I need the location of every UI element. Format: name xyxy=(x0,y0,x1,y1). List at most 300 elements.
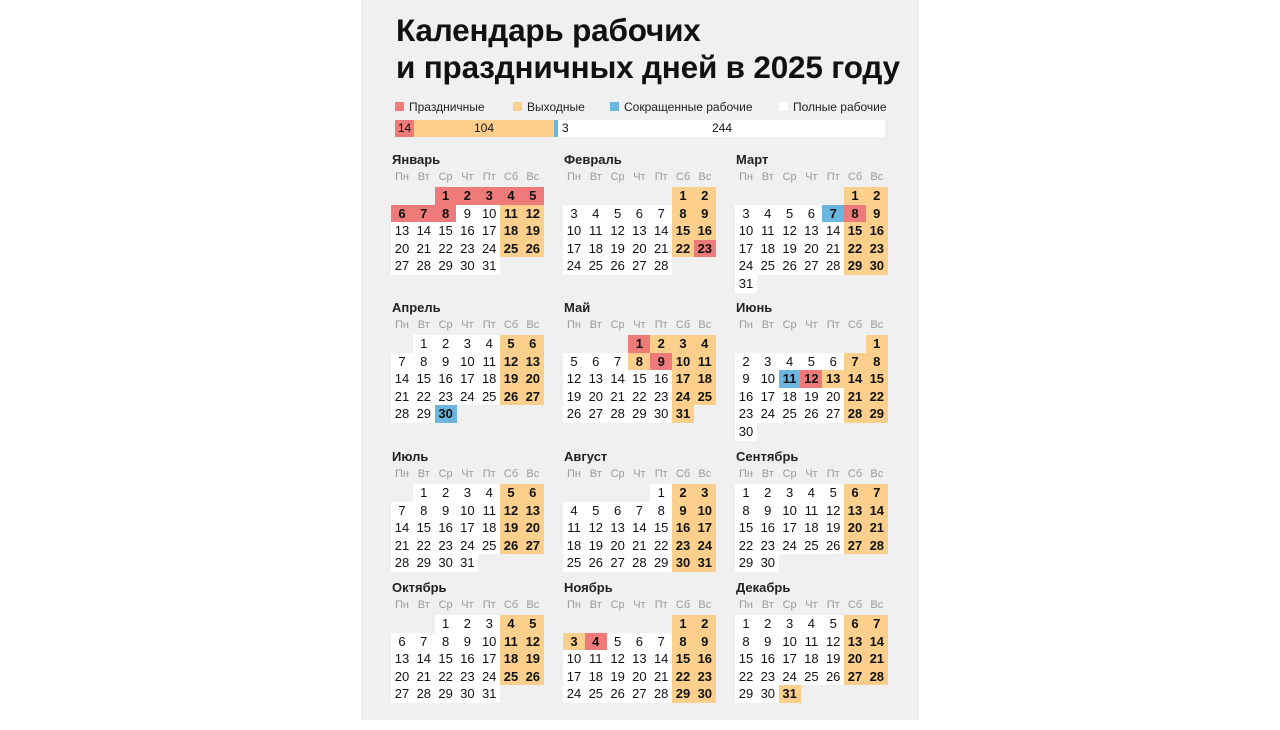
day-cell: 13 xyxy=(607,519,629,537)
day-cell: 4 xyxy=(585,633,607,651)
weekday-label: Сб xyxy=(847,319,863,331)
day-cell: 15 xyxy=(650,519,672,537)
day-cell: 31 xyxy=(478,685,500,703)
day-cell: 25 xyxy=(694,388,716,406)
month-name: Май xyxy=(564,300,591,315)
day-cell: 2 xyxy=(866,187,888,205)
day-cell: 10 xyxy=(779,633,801,651)
day-cell: 10 xyxy=(456,502,478,520)
day-cell: 23 xyxy=(866,240,888,258)
day-cell: 18 xyxy=(563,537,585,555)
weekday-label: Ср xyxy=(438,319,453,331)
day-cell: 4 xyxy=(563,502,585,520)
day-cell: 26 xyxy=(822,537,844,555)
weekday-label: Чт xyxy=(461,468,474,480)
day-cell: 6 xyxy=(585,353,607,371)
month-block xyxy=(391,449,545,599)
day-cell: 6 xyxy=(822,353,844,371)
day-cell: 17 xyxy=(694,519,716,537)
day-cell: 17 xyxy=(779,650,801,668)
day-cell: 19 xyxy=(607,668,629,686)
day-cell: 7 xyxy=(391,502,413,520)
day-cell: 21 xyxy=(650,240,672,258)
day-cell: 19 xyxy=(500,370,522,388)
day-cell: 3 xyxy=(779,484,801,502)
day-cell: 1 xyxy=(672,187,694,205)
day-cell: 15 xyxy=(628,370,650,388)
day-cell: 16 xyxy=(757,650,779,668)
day-cell: 30 xyxy=(435,405,457,423)
day-cell: 5 xyxy=(585,502,607,520)
weekday-label: Сб xyxy=(675,468,691,480)
day-cell: 21 xyxy=(844,388,866,406)
day-cell: 23 xyxy=(456,668,478,686)
day-cell: 12 xyxy=(522,633,544,651)
weekday-label: Пн xyxy=(567,319,581,331)
day-cell: 5 xyxy=(563,353,585,371)
weekday-label: Чт xyxy=(633,171,646,183)
day-cell: 7 xyxy=(822,205,844,223)
calendar-infographic xyxy=(361,0,919,720)
day-cell: 19 xyxy=(563,388,585,406)
day-cell: 14 xyxy=(866,502,888,520)
weekday-label: Вт xyxy=(761,171,774,183)
day-cell: 15 xyxy=(413,519,435,537)
day-cell: 15 xyxy=(435,650,457,668)
day-cell: 10 xyxy=(694,502,716,520)
day-cell: 6 xyxy=(607,502,629,520)
day-cell: 1 xyxy=(650,484,672,502)
day-cell: 10 xyxy=(757,370,779,388)
day-cell: 24 xyxy=(478,240,500,258)
day-cell: 9 xyxy=(735,370,757,388)
weekday-label: Сб xyxy=(503,599,519,611)
day-cell: 24 xyxy=(563,257,585,275)
day-cell: 11 xyxy=(779,370,801,388)
weekday-label: Чт xyxy=(461,171,474,183)
day-cell: 17 xyxy=(456,370,478,388)
day-cell: 9 xyxy=(757,633,779,651)
day-cell: 7 xyxy=(844,353,866,371)
day-cell: 17 xyxy=(757,388,779,406)
day-cell: 11 xyxy=(585,222,607,240)
day-cell: 10 xyxy=(478,633,500,651)
weekday-label: Сб xyxy=(675,171,691,183)
day-cell: 17 xyxy=(672,370,694,388)
day-cell: 23 xyxy=(456,240,478,258)
day-cell: 31 xyxy=(478,257,500,275)
month-name: Декабрь xyxy=(736,580,791,595)
day-cell: 11 xyxy=(563,519,585,537)
day-cell: 9 xyxy=(435,353,457,371)
day-cell: 18 xyxy=(500,222,522,240)
day-cell: 4 xyxy=(757,205,779,223)
day-cell: 16 xyxy=(694,222,716,240)
day-cell: 20 xyxy=(628,240,650,258)
day-cell: 5 xyxy=(522,615,544,633)
month-name: Январь xyxy=(392,152,441,167)
day-cell: 2 xyxy=(435,335,457,353)
day-cell: 17 xyxy=(478,222,500,240)
day-cell: 15 xyxy=(672,650,694,668)
day-cell: 27 xyxy=(607,554,629,572)
day-cell: 24 xyxy=(478,668,500,686)
legend-weekend-label: Выходные xyxy=(527,100,585,114)
weekday-label: Ср xyxy=(782,171,797,183)
legend-short xyxy=(610,99,753,115)
weekday-label: Сб xyxy=(503,468,519,480)
day-cell: 16 xyxy=(672,519,694,537)
weekday-label: Вс xyxy=(698,599,712,611)
day-cell: 22 xyxy=(866,388,888,406)
day-cell: 22 xyxy=(672,668,694,686)
day-cell: 4 xyxy=(585,205,607,223)
day-cell: 10 xyxy=(563,222,585,240)
day-cell: 19 xyxy=(779,240,801,258)
month-block xyxy=(391,152,545,302)
month-name: Октябрь xyxy=(392,580,447,595)
day-cell: 18 xyxy=(800,519,822,537)
day-cell: 25 xyxy=(800,537,822,555)
day-cell: 12 xyxy=(563,370,585,388)
day-cell: 23 xyxy=(672,537,694,555)
day-cell: 21 xyxy=(413,668,435,686)
weekday-label: Вт xyxy=(417,599,430,611)
day-cell: 16 xyxy=(866,222,888,240)
month-name: Апрель xyxy=(392,300,441,315)
day-cell: 8 xyxy=(413,502,435,520)
day-cell: 19 xyxy=(500,519,522,537)
weekday-label: Пн xyxy=(739,599,753,611)
day-cell: 5 xyxy=(500,335,522,353)
day-cell: 10 xyxy=(672,353,694,371)
weekday-label: Чт xyxy=(461,599,474,611)
day-cell: 6 xyxy=(628,205,650,223)
weekday-label: Ср xyxy=(782,319,797,331)
day-cell: 7 xyxy=(391,353,413,371)
weekday-label: Пн xyxy=(739,171,753,183)
day-cell: 10 xyxy=(478,205,500,223)
day-cell: 31 xyxy=(735,275,757,293)
day-cell: 28 xyxy=(650,685,672,703)
legend-holiday-label: Праздничные xyxy=(409,100,485,114)
day-cell: 26 xyxy=(500,537,522,555)
weekday-label: Вс xyxy=(526,319,540,331)
weekday-label: Ср xyxy=(610,599,625,611)
page-title xyxy=(396,12,900,86)
day-cell: 23 xyxy=(435,388,457,406)
day-cell: 9 xyxy=(672,502,694,520)
day-cell: 21 xyxy=(650,668,672,686)
day-cell: 24 xyxy=(456,388,478,406)
day-cell: 5 xyxy=(822,484,844,502)
day-cell: 30 xyxy=(757,554,779,572)
day-cell: 6 xyxy=(628,633,650,651)
day-cell: 30 xyxy=(757,685,779,703)
day-cell: 18 xyxy=(779,388,801,406)
day-cell: 17 xyxy=(563,668,585,686)
day-cell: 26 xyxy=(800,405,822,423)
day-cell: 8 xyxy=(844,205,866,223)
weekday-label: Вт xyxy=(589,599,602,611)
day-cell: 22 xyxy=(413,537,435,555)
day-cell: 9 xyxy=(694,205,716,223)
day-cell: 21 xyxy=(866,519,888,537)
weekday-label: Пт xyxy=(482,599,496,611)
day-cell: 23 xyxy=(694,240,716,258)
day-cell: 2 xyxy=(456,615,478,633)
day-cell: 6 xyxy=(522,484,544,502)
weekday-label: Пт xyxy=(654,599,668,611)
day-cell: 21 xyxy=(866,650,888,668)
weekday-label: Пт xyxy=(826,171,840,183)
day-cell: 14 xyxy=(628,519,650,537)
day-cell: 7 xyxy=(650,633,672,651)
weekday-label: Вс xyxy=(870,599,884,611)
day-cell: 16 xyxy=(456,650,478,668)
day-cell: 4 xyxy=(500,187,522,205)
day-cell: 28 xyxy=(413,685,435,703)
day-cell: 30 xyxy=(456,257,478,275)
day-cell: 3 xyxy=(735,205,757,223)
weekday-label: Пн xyxy=(395,171,409,183)
day-cell: 3 xyxy=(757,353,779,371)
month-block xyxy=(563,449,717,599)
day-cell: 5 xyxy=(607,205,629,223)
weekday-label: Вс xyxy=(870,468,884,480)
day-cell: 3 xyxy=(563,633,585,651)
day-cell: 6 xyxy=(800,205,822,223)
day-cell: 30 xyxy=(735,423,757,441)
weekday-label: Вт xyxy=(417,319,430,331)
day-cell: 28 xyxy=(866,668,888,686)
weekend-swatch xyxy=(513,102,522,111)
day-cell: 10 xyxy=(456,353,478,371)
day-cell: 1 xyxy=(735,484,757,502)
day-cell: 3 xyxy=(478,187,500,205)
day-cell: 7 xyxy=(650,205,672,223)
day-cell: 23 xyxy=(694,668,716,686)
day-cell: 4 xyxy=(478,484,500,502)
day-cell: 5 xyxy=(822,615,844,633)
weekday-label: Пт xyxy=(654,171,668,183)
day-cell: 11 xyxy=(800,502,822,520)
day-cell: 5 xyxy=(800,353,822,371)
month-block xyxy=(735,300,889,450)
day-cell: 19 xyxy=(822,519,844,537)
weekday-label: Вт xyxy=(761,599,774,611)
day-cell: 19 xyxy=(607,240,629,258)
holiday-count-segment: 14 xyxy=(395,120,414,137)
day-cell: 29 xyxy=(735,554,757,572)
day-cell: 22 xyxy=(672,240,694,258)
weekday-label: Вт xyxy=(417,468,430,480)
day-cell: 4 xyxy=(800,484,822,502)
weekday-label: Вс xyxy=(698,171,712,183)
day-cell: 31 xyxy=(672,405,694,423)
weekday-label: Вт xyxy=(589,171,602,183)
day-cell: 1 xyxy=(435,187,457,205)
day-cell: 1 xyxy=(413,335,435,353)
month-block xyxy=(391,300,545,450)
day-cell: 27 xyxy=(585,405,607,423)
weekday-label: Ср xyxy=(610,171,625,183)
day-cell: 7 xyxy=(413,205,435,223)
day-cell: 24 xyxy=(757,405,779,423)
day-cell: 9 xyxy=(456,633,478,651)
day-cell: 13 xyxy=(822,370,844,388)
day-cell: 19 xyxy=(522,222,544,240)
day-cell: 28 xyxy=(866,537,888,555)
day-cell: 1 xyxy=(844,187,866,205)
weekday-label: Вт xyxy=(417,171,430,183)
day-cell: 5 xyxy=(607,633,629,651)
day-cell: 30 xyxy=(672,554,694,572)
day-cell: 13 xyxy=(628,222,650,240)
day-cell: 18 xyxy=(478,370,500,388)
day-cell: 7 xyxy=(628,502,650,520)
weekday-label: Вс xyxy=(526,171,540,183)
day-cell: 10 xyxy=(779,502,801,520)
weekday-label: Пн xyxy=(567,599,581,611)
day-cell: 27 xyxy=(822,405,844,423)
day-cell: 14 xyxy=(844,370,866,388)
day-cell: 24 xyxy=(672,388,694,406)
day-cell: 6 xyxy=(391,633,413,651)
day-cell: 4 xyxy=(779,353,801,371)
weekday-label: Чт xyxy=(633,599,646,611)
day-cell: 6 xyxy=(844,615,866,633)
day-cell: 24 xyxy=(735,257,757,275)
day-cell: 14 xyxy=(391,519,413,537)
day-cell: 20 xyxy=(522,370,544,388)
day-cell: 14 xyxy=(391,370,413,388)
day-cell: 28 xyxy=(607,405,629,423)
day-cell: 20 xyxy=(391,240,413,258)
weekday-label: Ср xyxy=(610,319,625,331)
work-count-segment: 244 xyxy=(711,121,733,135)
day-cell: 4 xyxy=(800,615,822,633)
weekday-label: Сб xyxy=(847,468,863,480)
day-cell: 11 xyxy=(757,222,779,240)
weekday-label: Ср xyxy=(438,468,453,480)
month-block xyxy=(563,152,717,302)
day-cell: 19 xyxy=(800,388,822,406)
day-cell: 8 xyxy=(435,205,457,223)
day-cell: 28 xyxy=(822,257,844,275)
day-cell: 18 xyxy=(757,240,779,258)
day-cell: 27 xyxy=(800,257,822,275)
day-cell: 20 xyxy=(607,537,629,555)
days-distribution-bar xyxy=(395,120,885,137)
day-cell: 2 xyxy=(757,615,779,633)
day-cell: 9 xyxy=(650,353,672,371)
day-cell: 26 xyxy=(500,388,522,406)
day-cell: 2 xyxy=(672,484,694,502)
month-name: Февраль xyxy=(564,152,622,167)
day-cell: 25 xyxy=(800,668,822,686)
day-cell: 27 xyxy=(628,257,650,275)
day-cell: 29 xyxy=(435,685,457,703)
day-cell: 1 xyxy=(628,335,650,353)
day-cell: 14 xyxy=(866,633,888,651)
day-cell: 3 xyxy=(694,484,716,502)
legend-short-label: Сокращенные рабочие xyxy=(624,100,753,114)
day-cell: 21 xyxy=(607,388,629,406)
day-cell: 29 xyxy=(413,405,435,423)
day-cell: 21 xyxy=(628,537,650,555)
weekday-label: Сб xyxy=(675,599,691,611)
day-cell: 4 xyxy=(500,615,522,633)
weekday-label: Пт xyxy=(482,319,496,331)
day-cell: 29 xyxy=(672,685,694,703)
month-name: Август xyxy=(564,449,608,464)
day-cell: 7 xyxy=(866,484,888,502)
day-cell: 11 xyxy=(478,502,500,520)
weekday-label: Пн xyxy=(395,599,409,611)
day-cell: 23 xyxy=(757,537,779,555)
day-cell: 3 xyxy=(478,615,500,633)
day-cell: 31 xyxy=(694,554,716,572)
day-cell: 8 xyxy=(413,353,435,371)
weekday-label: Вс xyxy=(526,599,540,611)
day-cell: 27 xyxy=(522,388,544,406)
day-cell: 20 xyxy=(522,519,544,537)
day-cell: 24 xyxy=(563,685,585,703)
day-cell: 28 xyxy=(650,257,672,275)
day-cell: 29 xyxy=(866,405,888,423)
day-cell: 11 xyxy=(585,650,607,668)
day-cell: 21 xyxy=(391,388,413,406)
day-cell: 20 xyxy=(844,650,866,668)
weekday-label: Пн xyxy=(567,468,581,480)
day-cell: 2 xyxy=(456,187,478,205)
weekday-label: Пт xyxy=(654,319,668,331)
day-cell: 26 xyxy=(779,257,801,275)
weekday-label: Чт xyxy=(633,468,646,480)
title-line-2: и праздничных дней в 2025 году xyxy=(396,49,900,85)
day-cell: 12 xyxy=(607,650,629,668)
day-cell: 15 xyxy=(866,370,888,388)
day-cell: 18 xyxy=(800,650,822,668)
day-cell: 28 xyxy=(391,405,413,423)
day-cell: 22 xyxy=(413,388,435,406)
day-cell: 12 xyxy=(779,222,801,240)
weekday-label: Ср xyxy=(782,468,797,480)
day-cell: 13 xyxy=(391,222,413,240)
month-name: Июль xyxy=(392,449,429,464)
day-cell: 25 xyxy=(757,257,779,275)
day-cell: 20 xyxy=(585,388,607,406)
day-cell: 6 xyxy=(391,205,413,223)
weekday-label: Сб xyxy=(503,319,519,331)
day-cell: 12 xyxy=(585,519,607,537)
weekday-label: Чт xyxy=(633,319,646,331)
day-cell: 20 xyxy=(844,519,866,537)
legend xyxy=(395,99,885,115)
day-cell: 15 xyxy=(413,370,435,388)
day-cell: 15 xyxy=(435,222,457,240)
day-cell: 11 xyxy=(478,353,500,371)
day-cell: 12 xyxy=(822,502,844,520)
month-block xyxy=(391,580,545,730)
day-cell: 5 xyxy=(779,205,801,223)
weekday-label: Пт xyxy=(826,319,840,331)
day-cell: 14 xyxy=(650,650,672,668)
day-cell: 17 xyxy=(563,240,585,258)
day-cell: 1 xyxy=(435,615,457,633)
day-cell: 26 xyxy=(607,257,629,275)
